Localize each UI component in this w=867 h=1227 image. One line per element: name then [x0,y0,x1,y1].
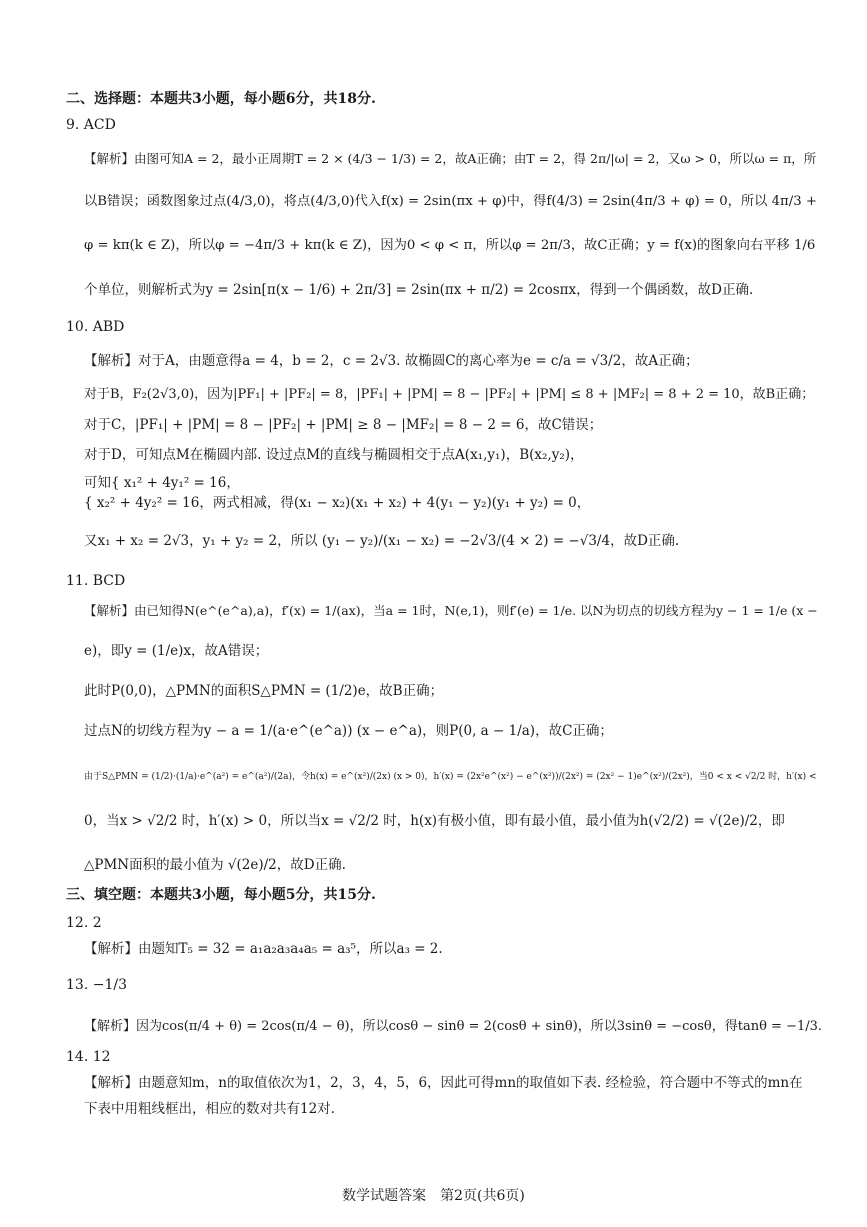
q13-answer: 13. −1/3 [66,977,127,993]
page-footer: 数学试题答案 第2页(共6页) [342,1188,525,1204]
q10-equation-line: 可知{ x₁² + 4y₁² = 16， [84,475,240,491]
q10-explanation-line: 对于D，可知点M在椭圆内部. 设过点M的直线与椭圆相交于点A(x₁,y₁)，B(x₂,y₂)， [84,447,584,463]
q12-answer: 12. 2 [66,915,102,931]
q10-explanation-line: 对于B，F₂(2√3,0)，因为|PF₁| + |PF₂| = 8，|PF₁| + |PM| = 8 − |PF₂| + |PM| ≤ 8 + |MF₂| = 8 + 2 = 10，故B正确； [84,387,815,402]
q10-explanation-line: 【解析】对于A，由题意得a = 4，b = 2，c = 2√3. 故椭圆C的离心率为e = c/a = √3/2，故A正确； [84,353,699,369]
q14-explanation-line: 【解析】由题意知m，n的取值依次为1，2，3，4，5，6，因此可得mn的取值如下表. 经检验，符合题中不等式的mn在 [84,1075,803,1091]
q10-explanation-line: 对于C，|PF₁| + |PM| = 8 − |PF₂| + |PM| ≥ 8 − |MF₂| = 8 − 2 = 6，故C错误； [84,417,603,433]
q9-explanation-line: 以B错误；函数图象过点(4/3,0)，将点(4/3,0)代入f(x) = 2sin(πx + φ)中，得f(4/3) = 2sin(4π/3 + φ) = 0，所以 4π/3 + [84,194,817,209]
q10-equation-line: { x₂² + 4y₂² = 16，两式相减，得(x₁ − x₂)(x₁ + x₂) + 4(y₁ − y₂)(y₁ + y₂) = 0， [84,495,591,511]
q10-answer: 10. ABD [66,319,125,335]
section-header-multiple-choice: 二、选择题：本题共3小题，每小题6分，共18分. [66,91,376,107]
q11-explanation-line: 由于S△PMN = (1/2)·(1/a)·e^(a²) = e^(a²)/(2a)，令h(x) = e^(x²)/(2x) (x > 0)，h′(x) = (2x²e^(x²) − e^(x²))/(2x²) = (2x² − 1)e^(x²)/(2x²)，当0 < x < √2/2 时，h′(x) < [84,772,817,782]
q9-explanation-line: 个单位，则解析式为y = 2sin[π(x − 1/6) + 2π/3] = 2sin(πx + π/2) = 2cosπx，得到一个偶函数，故D正确. [84,282,754,298]
q14-answer: 14. 12 [66,1049,111,1065]
q12-explanation-line: 【解析】由题知T₅ = 32 = a₁a₂a₃a₄a₅ = a₃⁵，所以a₃ = 2. [84,941,443,957]
q11-explanation-line: 【解析】由已知得N(e^(e^a),a)，f′(x) = 1/(ax)，当a = 1时，N(e,1)，则f′(e) = 1/e. 以N为切点的切线方程为y − 1 = 1/e (x − [84,603,818,618]
q9-explanation-line: φ = kπ(k ∈ Z)，所以φ = −4π/3 + kπ(k ∈ Z)，因为0 < φ < π，所以φ = 2π/3，故C正确；y = f(x)的图象向右平移 1/6 [84,238,816,253]
q9-explanation-line: 【解析】由图可知A = 2，最小正周期T = 2 × (4/3 − 1/3) = 2，故A正确；由T = 2，得 2π/|ω| = 2，又ω > 0，所以ω = π，所 [84,151,817,166]
q11-explanation-line: 此时P(0,0)，△PMN的面积S△PMN = (1/2)e，故B正确； [84,683,444,699]
q11-explanation-line: e)，即y = (1/e)x，故A错误； [84,643,269,659]
q11-explanation-line: △PMN面积的最小值为 √(2e)/2，故D正确. [84,857,346,873]
q10-explanation-line: 又x₁ + x₂ = 2√3，y₁ + y₂ = 2，所以 (y₁ − y₂)/(x₁ − x₂) = −2√3/(4 × 2) = −√3/4，故D正确. [84,533,680,549]
q14-explanation-line: 下表中用粗线框出，相应的数对共有12对. [84,1101,335,1117]
q11-explanation-line: 0，当x > √2/2 时，h′(x) > 0，所以当x = √2/2 时，h(x)有极小值，即有最小值，最小值为h(√2/2) = √(2e)/2，即 [84,813,785,829]
q11-explanation-line: 过点N的切线方程为y − a = 1/(a·e^(e^a)) (x − e^a)，则P(0, a − 1/a)，故C正确； [84,723,613,739]
q11-answer: 11. BCD [66,573,126,589]
section-header-fill-in: 三、填空题：本题共3小题，每小题5分，共15分. [66,887,376,903]
q9-answer: 9. ACD [66,117,116,133]
q13-explanation-line: 【解析】因为cos(π/4 + θ) = 2cos(π/4 − θ)，所以cosθ − sinθ = 2(cosθ + sinθ)，所以3sinθ = −cosθ，得tanθ = −1/3. [84,1019,823,1034]
